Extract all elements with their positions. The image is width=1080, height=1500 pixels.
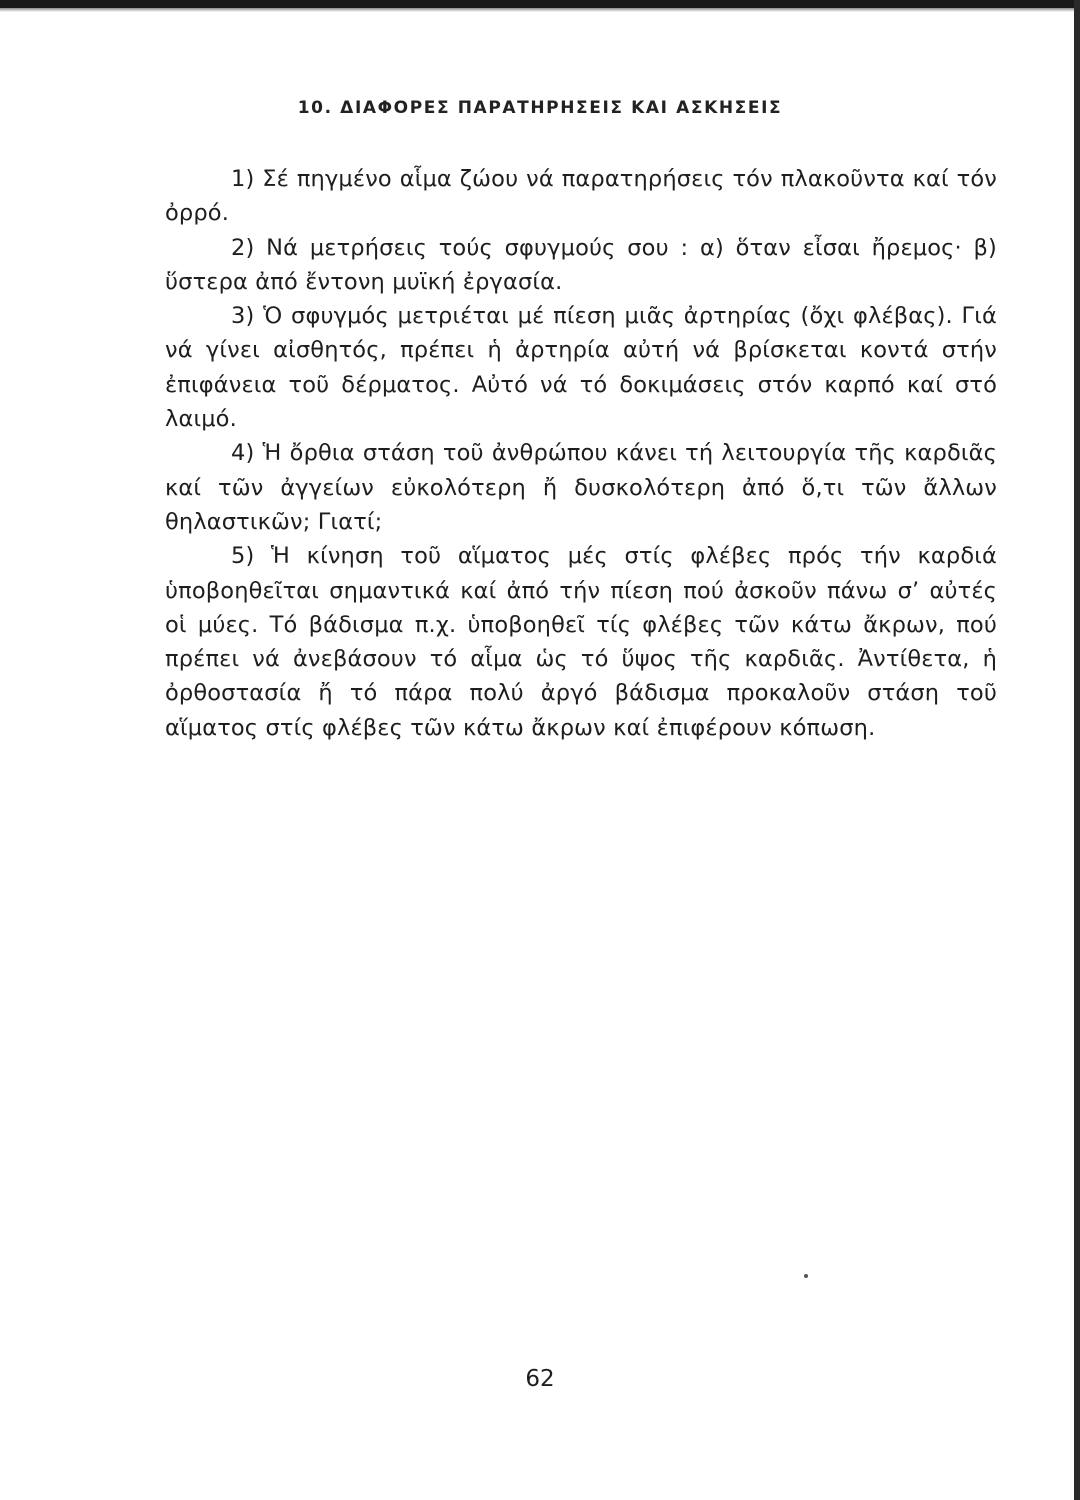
scan-edge-right: [1074, 0, 1080, 1500]
exercise-2: 2) Νά μετρήσεις τούς σφυγμούς σου : α) ὅταν εἶσαι ἤρεμος· β) ὕστερα ἀπό ἔντονη μυϊκή ἐργασία.: [165, 234, 997, 295]
scan-edge-top: [0, 0, 1080, 8]
body-text: [165, 162, 997, 745]
exercise-4: 4) Ἡ ὄρθια στάση τοῦ ἀνθρώπου κάνει τή λειτουργία τῆς καρδιᾶς καί τῶν ἀγγείων εὐκολότερη ἤ δυσκολότερη ἀπό ὅ,τι τῶν ἄλλων θηλαστικῶν; Γιατί;: [165, 440, 997, 535]
scan-edge-shadow: [0, 8, 1080, 12]
scan-speck: [804, 1274, 808, 1278]
section-heading: 10. ΔΙΑΦΟΡΕΣ ΠΑΡΑΤΗΡΗΣΕΙΣ ΚΑΙ ΑΣΚΗΣΕΙΣ: [297, 98, 783, 118]
exercise-1: 1) Σέ πηγμένο αἷμα ζώου νά παρατηρήσεις τόν πλακοῦντα καί τόν ὀρρό.: [165, 166, 997, 227]
page-number: 62: [525, 1366, 555, 1392]
exercise-5: 5) Ἡ κίνηση τοῦ αἵματος μές στίς φλέβες πρός τήν καρδιά ὑποβοηθεῖται σημαντικά καί ἀπό τήν πίεση πού ἀσκοῦν πάνω σ’ αὐτές οἱ μύες. Τό βάδισμα π.χ. ὑποβοηθεῖ τίς φλέβες τῶν κάτω ἄκρων, πού πρέπει νά ἀνεβάσουν τό αἷμα ὡς τό ὕψος τῆς καρδιᾶς. Ἀντίθετα, ἡ ὀρθοστασία ἤ τό πάρα πολύ ἀργό βάδισμα προκαλοῦν στάση τοῦ αἵματος στίς φλέβες τῶν κάτω ἄκρων καί ἐπιφέρουν κόπωση.: [165, 543, 997, 741]
exercise-3: 3) Ὁ σφυγμός μετριέται μέ πίεση μιᾶς ἀρτηρίας (ὄχι φλέβας). Γιά νά γίνει αἰσθητός, πρέπει ἡ ἀρτηρία αὐτή νά βρίσκεται κοντά στήν ἐπιφάνεια τοῦ δέρματος. Αὐτό νά τό δοκιμάσεις στόν καρπό καί στό λαιμό.: [165, 303, 997, 433]
